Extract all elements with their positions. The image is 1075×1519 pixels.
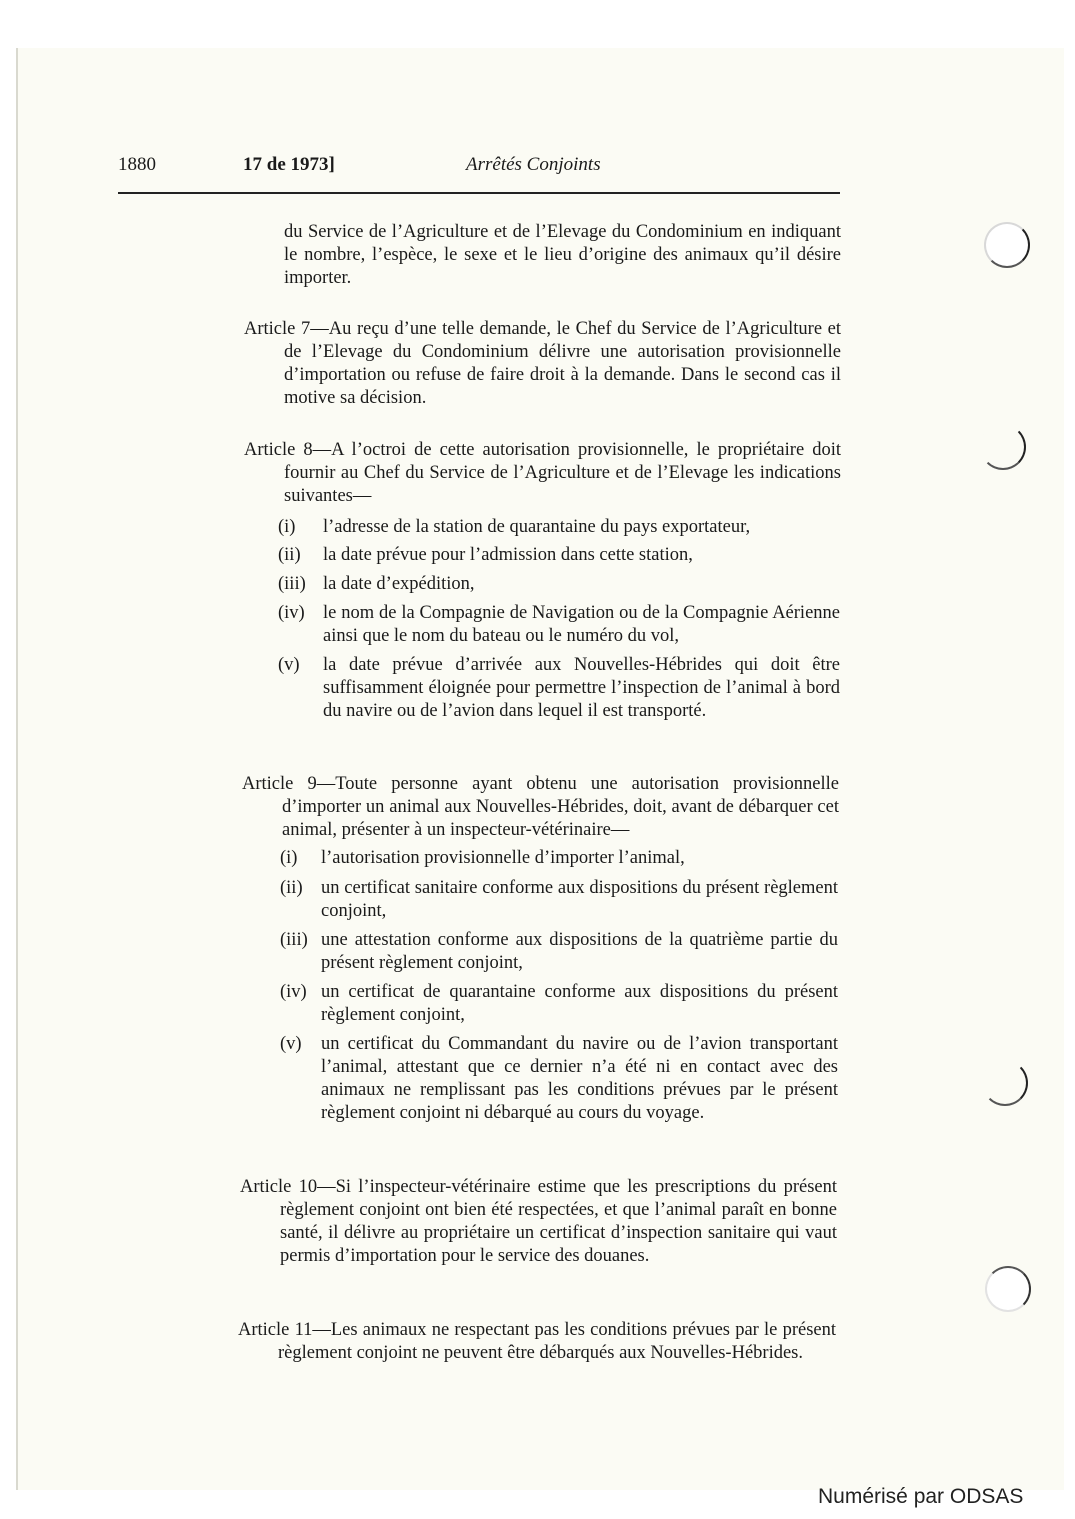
item-text: la date d’expédition, [323, 574, 475, 594]
article-9-item [280, 981, 838, 1027]
item-number: (iv) [278, 603, 305, 623]
continuation-paragraph: du Service de l’Agriculture et de l’Elevage du Condominium en indiquant le nombre, l’espèce, le sexe et le lieu d’origine des animaux qu’il désire importer. [284, 222, 841, 288]
act-reference: 17 de 1973] [243, 154, 335, 175]
punch-hole [985, 1266, 1031, 1312]
article-10: Article 10—Si l’inspecteur-vétérinaire estime que les prescriptions du présent règlement conjoint ont bien été respectées, et que l’animal paraît en bonne santé, il délivre au propriétaire un certificat d’inspection sanitaire qui vaut permis d’importation pour le service des douanes. [240, 1177, 837, 1266]
item-number: (i) [280, 848, 298, 868]
item-text: la date prévue d’arrivée aux Nouvelles-Hébrides qui doit être suffisamment éloignée pour permettre l’inspection de l’animal à bord du navire ou de l’avion dans lequel il est transporté. [323, 655, 840, 721]
item-text: un certificat de quarantaine conforme aux dispositions du présent règlement conjoint, [321, 982, 838, 1025]
item-text: une attestation conforme aux dispositions de la quatrième partie du présent règlement conjoint, [321, 930, 838, 973]
article-11: Article 11—Les animaux ne respectant pas les conditions prévues par le présent règlement conjoint ne peuvent être débarqués aux Nouvelles-Hébrides. [238, 1320, 836, 1363]
item-number: (v) [280, 1034, 302, 1054]
article-8-item [278, 654, 840, 723]
item-text: un certificat sanitaire conforme aux dispositions du présent règlement conjoint, [321, 878, 838, 921]
item-number: (iii) [278, 574, 306, 594]
item-number: (i) [278, 517, 296, 537]
article-7: Article 7—Au reçu d’une telle demande, le Chef du Service de l’Agriculture et de l’Elevage du Condominium délivre une autorisation provisionnelle d’importation ou refuse de faire droit à la demande. Dans le second cas il motive sa décision. [244, 319, 841, 408]
punch-hole [982, 1060, 1028, 1106]
article-9-item [280, 877, 838, 923]
article-9-item [280, 929, 838, 975]
item-number: (iv) [280, 982, 307, 1002]
article-9-item [280, 1033, 838, 1125]
article-8-item [278, 544, 828, 567]
item-text: la date prévue pour l’admission dans cette station, [323, 545, 693, 565]
article-8-item [278, 602, 840, 648]
item-number: (ii) [278, 545, 301, 565]
article-8-item [278, 516, 828, 539]
page-number: 1880 [118, 154, 156, 175]
article-9-intro: Article 9—Toute personne ayant obtenu une autorisation provisionnelle d’importer un animal aux Nouvelles-Hébrides, doit, avant de débarquer cet animal, présenter à un inspecteur-vétérinaire— [242, 774, 839, 840]
article-9-item [280, 847, 838, 870]
running-title: Arrêtés Conjoints [466, 154, 601, 175]
punch-hole [980, 424, 1026, 470]
item-text: l’adresse de la station de quarantaine du pays exportateur, [323, 517, 751, 537]
article-8-item [278, 573, 828, 596]
item-text: l’autorisation provisionnelle d’importer l’animal, [321, 848, 685, 868]
article-8-intro: Article 8—A l’octroi de cette autorisation provisionnelle, le propriétaire doit fournir au Chef du Service de l’Agriculture et de l’Elevage les indications suivantes— [244, 440, 841, 506]
item-number: (v) [278, 655, 300, 675]
digitization-credit: Numérisé par ODSAS [818, 1485, 1024, 1508]
item-text: le nom de la Compagnie de Navigation ou de la Compagnie Aérienne ainsi que le nom du bateau ou le numéro du vol, [323, 603, 840, 646]
header-rule [118, 192, 840, 194]
item-number: (ii) [280, 878, 303, 898]
item-number: (iii) [280, 930, 308, 950]
item-text: un certificat du Commandant du navire ou de l’avion transportant l’animal, attestant que ce dernier n’a été ni en contact avec des animaux ne remplissant pas les conditions prévues par le présent règlement conjoint ni débarqué au cours du voyage. [321, 1034, 838, 1123]
punch-hole [984, 222, 1030, 268]
